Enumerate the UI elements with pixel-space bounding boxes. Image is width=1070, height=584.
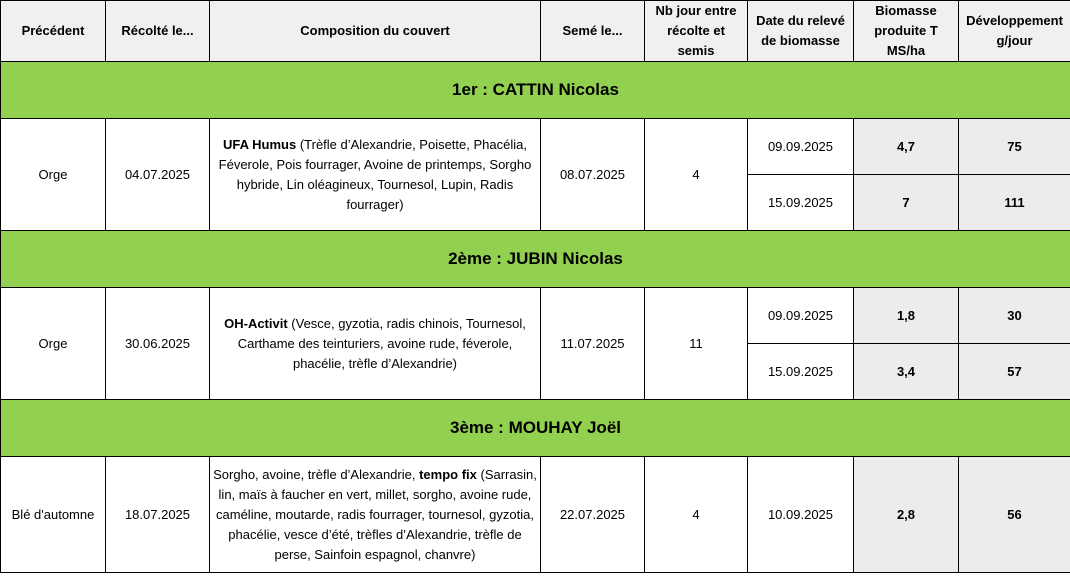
- biomasse-cell: 3,4: [854, 344, 959, 400]
- header-seme: Semé le...: [541, 1, 645, 62]
- developpement-cell: 75: [959, 119, 1070, 175]
- group-title: 3ème : MOUHAY Joël: [1, 400, 1070, 457]
- header-developpement: Développement g/jour: [959, 1, 1070, 62]
- header-precedent: Précédent: [1, 1, 106, 62]
- nb-jour-cell: 4: [645, 457, 748, 573]
- mix-name: OH-Activit: [224, 315, 288, 331]
- header-recolte: Récolté le...: [106, 1, 210, 62]
- mix-species: (Sarrasin, lin, maïs à faucher en vert, millet, sorgho, avoine rude, caméline, moutarde, radis fourrager, tournesol, gyzotia, phacélie, vesce d’été, trèfles d’Alexandrie, trèfle de perse, Sainfoin espagnol, chanvre): [216, 466, 537, 562]
- group-title-row: [1, 231, 1070, 288]
- recolte-cell: 30.06.2025: [106, 288, 210, 400]
- table-row: [1, 119, 1070, 175]
- header-row: [1, 1, 1070, 62]
- mix-species: (Trèfle d’Alexandrie, Poisette, Phacélia, Féverole, Pois fourrager, Avoine de printemps, Sorgho hybride, Lin oléagineux, Tournesol, Lupin, Radis fourrager): [218, 136, 532, 212]
- date-releve-cell: 09.09.2025: [748, 288, 854, 344]
- group-title: 1er : CATTIN Nicolas: [1, 62, 1070, 119]
- mix-name: tempo fix: [419, 466, 477, 482]
- developpement-cell: 56: [959, 457, 1070, 573]
- developpement-cell: 57: [959, 344, 1070, 400]
- header-composition: Composition du couvert: [210, 1, 541, 62]
- seme-cell: 22.07.2025: [541, 457, 645, 573]
- mix-species: (Vesce, gyzotia, radis chinois, Tournesol, Carthame des teinturiers, avoine rude, féverole, phacélie, trèfle d’Alexandrie): [237, 315, 526, 371]
- precedent-cell: Orge: [1, 288, 106, 400]
- mix-species-prefix: Sorgho, avoine, trèfle d’Alexandrie,: [213, 466, 420, 482]
- table-row: [1, 288, 1070, 344]
- nb-jour-cell: 4: [645, 119, 748, 231]
- composition-cell: [210, 457, 541, 573]
- group-title: 2ème : JUBIN Nicolas: [1, 231, 1070, 288]
- composition-cell: [210, 119, 541, 231]
- group-title-row: [1, 400, 1070, 457]
- date-releve-cell: 15.09.2025: [748, 344, 854, 400]
- group-title-row: [1, 62, 1070, 119]
- biomasse-cell: 4,7: [854, 119, 959, 175]
- recolte-cell: 04.07.2025: [106, 119, 210, 231]
- precedent-cell: Blé d'automne: [1, 457, 106, 573]
- nb-jour-cell: 11: [645, 288, 748, 400]
- header-date-releve: Date du relevé de biomasse: [748, 1, 854, 62]
- date-releve-cell: 15.09.2025: [748, 175, 854, 231]
- mix-name: UFA Humus: [223, 136, 297, 152]
- precedent-cell: Orge: [1, 119, 106, 231]
- recolte-cell: 18.07.2025: [106, 457, 210, 573]
- date-releve-cell: 09.09.2025: [748, 119, 854, 175]
- developpement-cell: 30: [959, 288, 1070, 344]
- header-nb-jour: Nb jour entre récolte et semis: [645, 1, 748, 62]
- table-row: [1, 457, 1070, 573]
- header-biomasse: Biomasse produite T MS/ha: [854, 1, 959, 62]
- developpement-cell: 111: [959, 175, 1070, 231]
- biomasse-cell: 1,8: [854, 288, 959, 344]
- seme-cell: 08.07.2025: [541, 119, 645, 231]
- seme-cell: 11.07.2025: [541, 288, 645, 400]
- date-releve-cell: 10.09.2025: [748, 457, 854, 573]
- composition-cell: [210, 288, 541, 400]
- biomasse-cell: 2,8: [854, 457, 959, 573]
- biomasse-cell: 7: [854, 175, 959, 231]
